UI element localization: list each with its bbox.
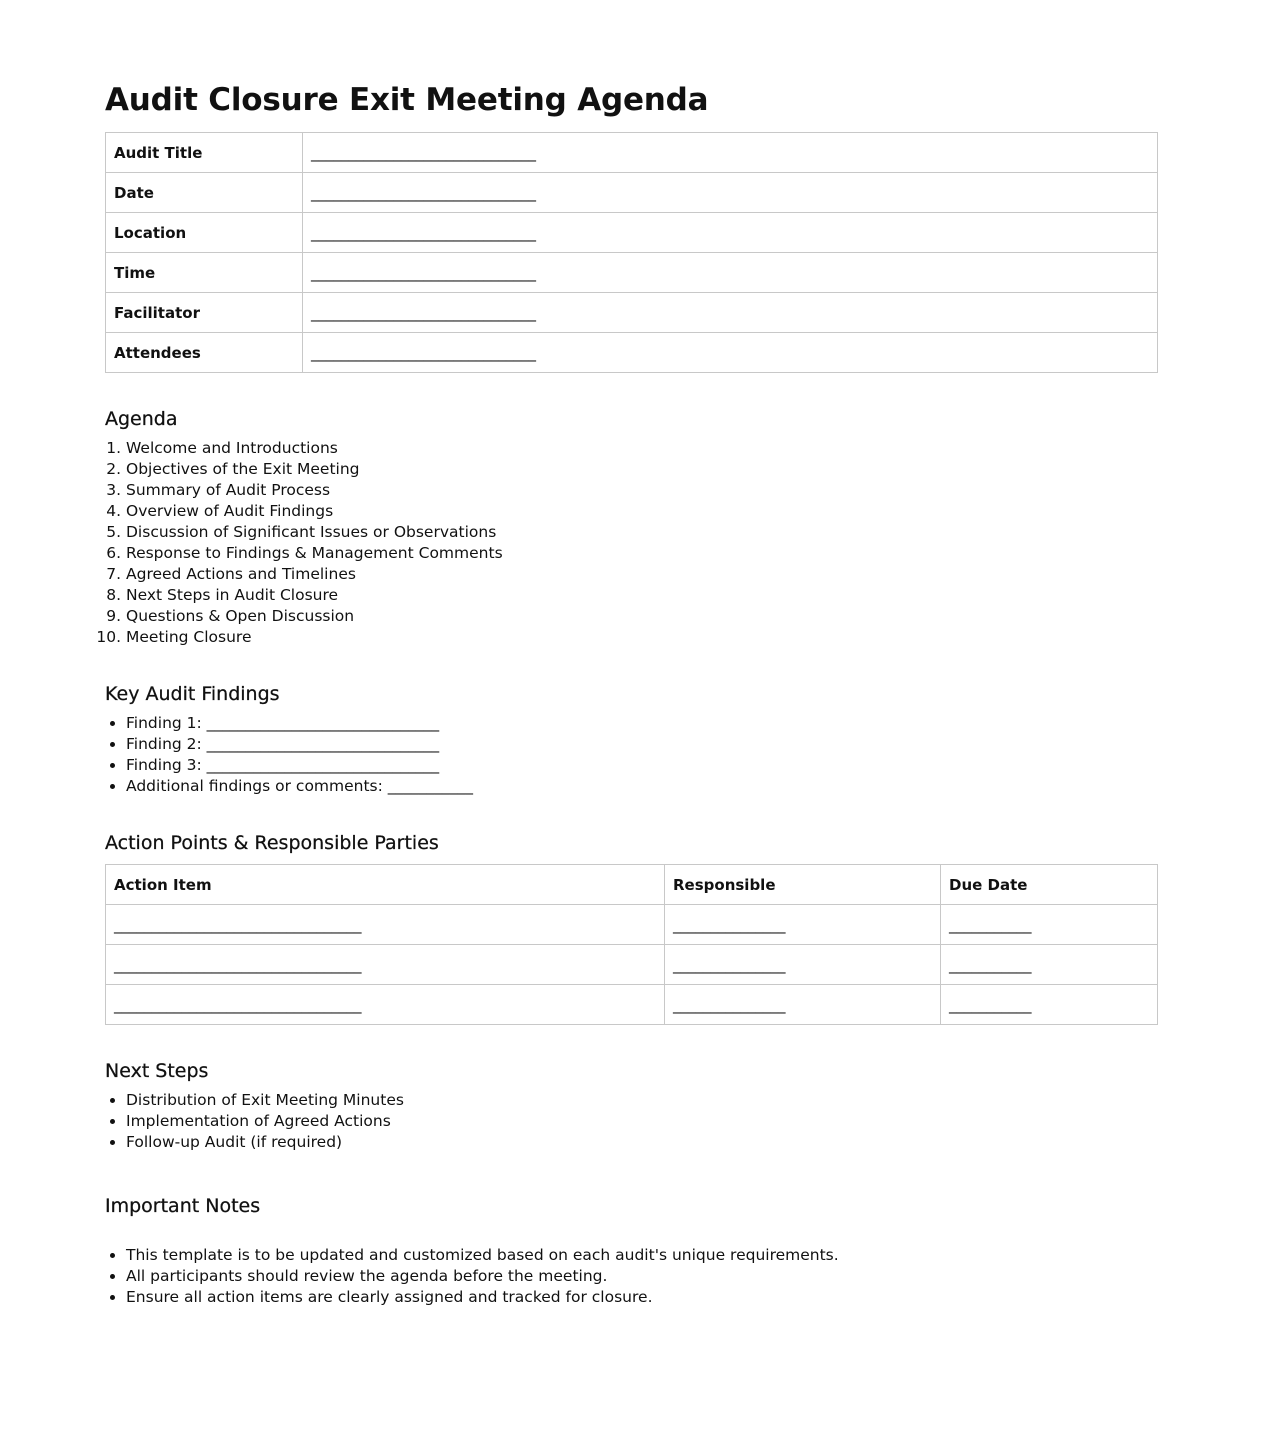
info-value-field[interactable]: ______________________________ [303,133,1158,173]
agenda-section [105,406,1158,648]
table-row [106,985,1158,1025]
finding-item[interactable]: • Finding 2: ______________________________ [126,734,1158,755]
table-row [106,905,1158,945]
info-value-field[interactable]: ______________________________ [303,173,1158,213]
document-title: Audit Closure Exit Meeting Agenda [105,82,709,118]
agenda-heading: Agenda [105,408,178,430]
next-step-item: • Distribution of Exit Meeting Minutes [126,1090,1158,1111]
next-steps-heading: Next Steps [105,1060,209,1082]
finding-item[interactable]: • Finding 1: ______________________________ [126,713,1158,734]
responsible-field[interactable]: _______________ [665,905,941,945]
responsible-field[interactable]: _______________ [665,985,941,1025]
info-label: Location [106,213,303,253]
column-header-responsible: Responsible [665,865,941,905]
findings-list [105,713,1158,797]
action-item-field[interactable]: _________________________________ [106,985,665,1025]
agenda-item: 8. Next Steps in Audit Closure [126,585,1158,606]
info-row-attendees [106,333,1158,373]
agenda-item: 7. Agreed Actions and Timelines [126,564,1158,585]
column-header-action-item: Action Item [106,865,665,905]
info-label: Facilitator [106,293,303,333]
due-date-field[interactable]: ___________ [941,985,1158,1025]
info-row-location [106,213,1158,253]
info-row-time [106,253,1158,293]
actions-heading: Action Points & Responsible Parties [105,832,439,854]
action-points-table [105,864,1158,1025]
table-row [106,945,1158,985]
action-item-field[interactable]: _________________________________ [106,905,665,945]
notes-section [105,1193,1158,1308]
agenda-item: 3. Summary of Audit Process [126,480,1158,501]
next-steps-list [105,1090,1158,1153]
responsible-field[interactable]: _______________ [665,945,941,985]
agenda-item: 9. Questions & Open Discussion [126,606,1158,627]
note-item: • This template is to be updated and customized based on each audit's unique requirements. [126,1245,1158,1266]
notes-heading: Important Notes [105,1195,261,1217]
note-item: • All participants should review the agenda before the meeting. [126,1266,1158,1287]
findings-section [105,681,1158,797]
agenda-item: 1. Welcome and Introductions [126,438,1158,459]
table-header-row [106,865,1158,905]
info-label: Attendees [106,333,303,373]
info-row-audit-title [106,133,1158,173]
agenda-item: 6. Response to Findings & Management Comments [126,543,1158,564]
meeting-info-table [105,132,1158,373]
info-label: Date [106,173,303,213]
findings-heading: Key Audit Findings [105,683,280,705]
notes-list [105,1245,1158,1308]
info-row-date [106,173,1158,213]
finding-item[interactable]: • Finding 3: ______________________________ [126,755,1158,776]
info-value-field[interactable]: ______________________________ [303,333,1158,373]
info-value-field[interactable]: ______________________________ [303,213,1158,253]
info-value-field[interactable]: ______________________________ [303,293,1158,333]
document [105,0,1158,1308]
agenda-item: 10. Meeting Closure [126,627,1158,648]
finding-item[interactable]: • Additional findings or comments: ___________ [126,776,1158,797]
agenda-list [105,438,1158,648]
action-item-field[interactable]: _________________________________ [106,945,665,985]
agenda-item: 4. Overview of Audit Findings [126,501,1158,522]
note-item: • Ensure all action items are clearly assigned and tracked for closure. [126,1287,1158,1308]
info-row-facilitator [106,293,1158,333]
due-date-field[interactable]: ___________ [941,945,1158,985]
next-step-item: • Implementation of Agreed Actions [126,1111,1158,1132]
info-label: Time [106,253,303,293]
info-value-field[interactable]: ______________________________ [303,253,1158,293]
agenda-item: 5. Discussion of Significant Issues or Observations [126,522,1158,543]
next-step-item: • Follow-up Audit (if required) [126,1132,1158,1153]
actions-section [105,830,1158,1025]
next-steps-section [105,1058,1158,1153]
due-date-field[interactable]: ___________ [941,905,1158,945]
agenda-item: 2. Objectives of the Exit Meeting [126,459,1158,480]
column-header-due-date: Due Date [941,865,1158,905]
info-label: Audit Title [106,133,303,173]
